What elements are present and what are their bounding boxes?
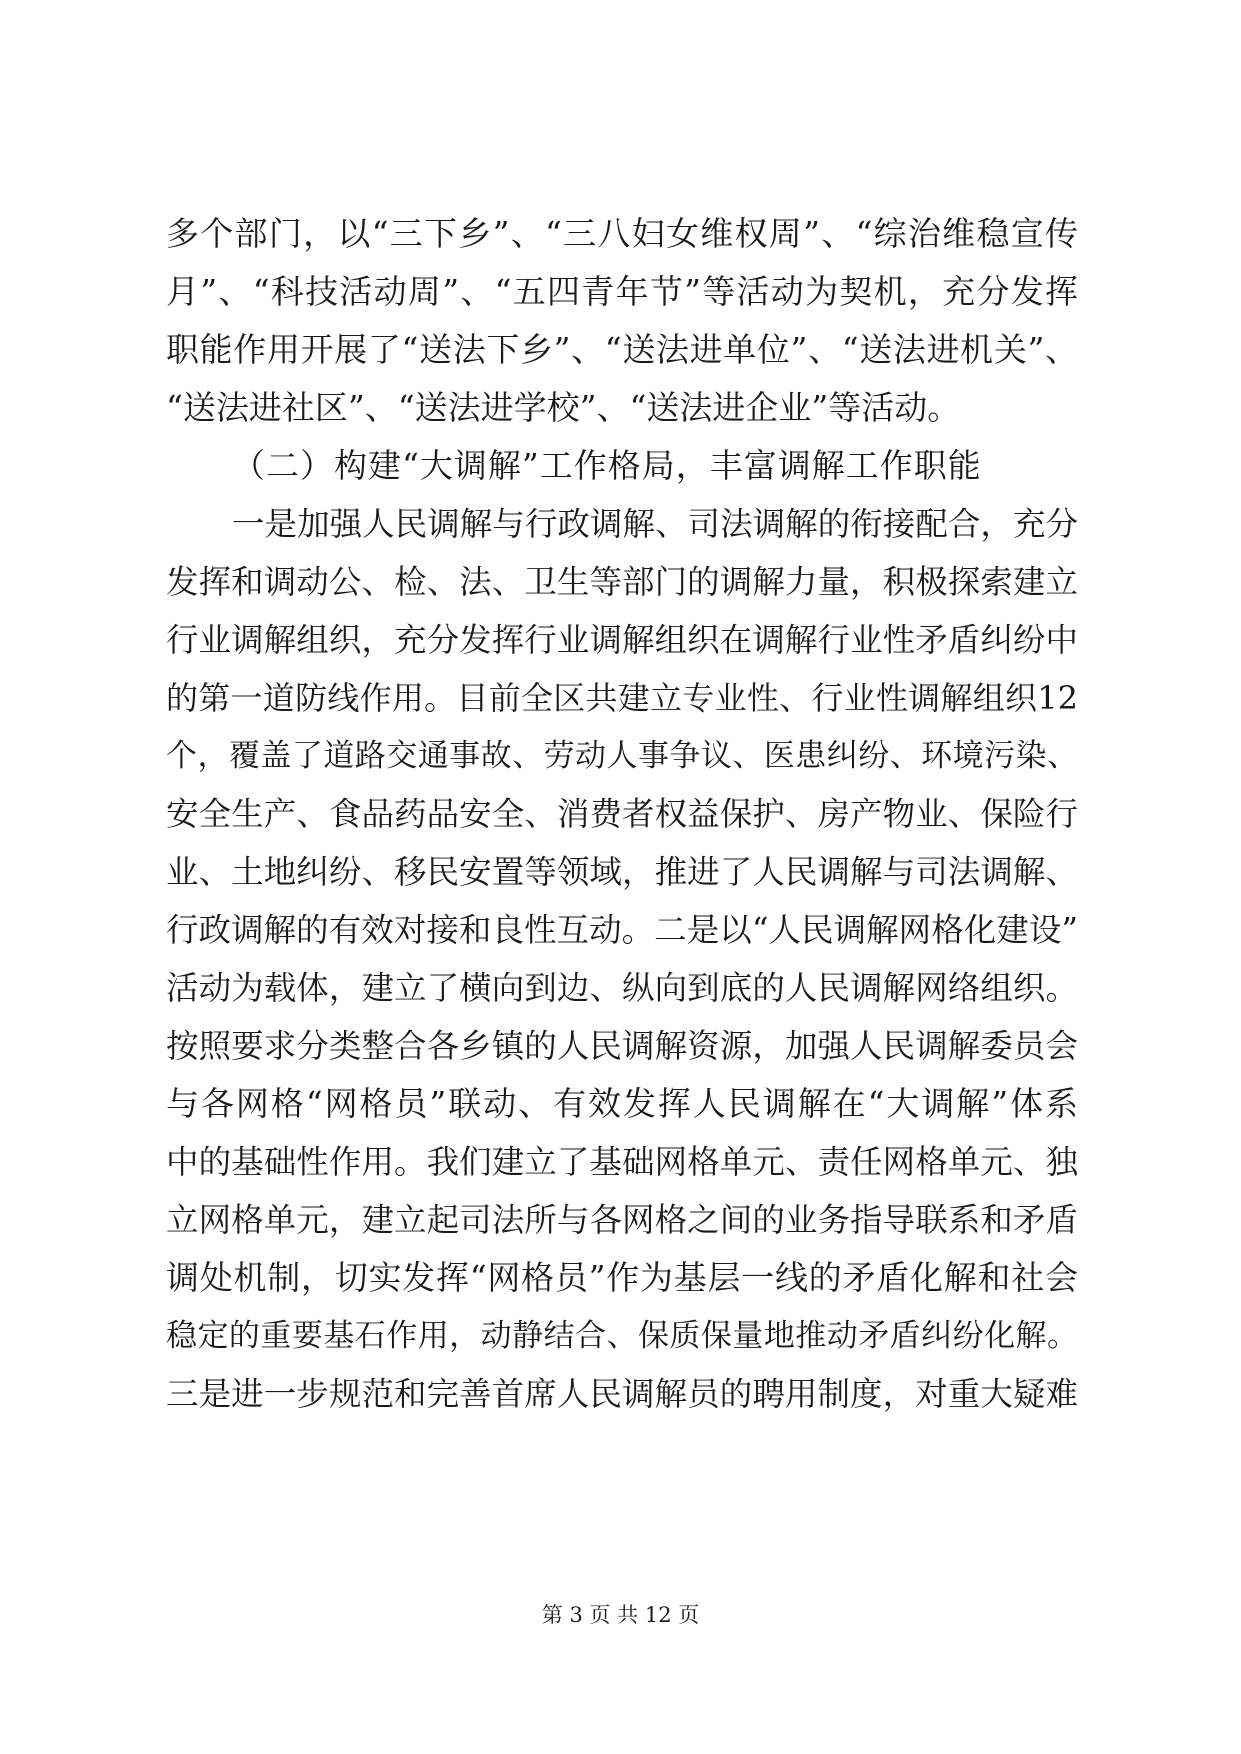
- text-line: 个，覆盖了道路交通事故、劳动人事争议、医患纠纷、环境污染、: [166, 738, 1078, 774]
- text-line: 行业调解组织，充分发挥行业调解组织在调解行业性矛盾纠纷中: [166, 621, 1078, 659]
- text-line: 多个部门，以“三下乡”、“三八妇女维权周”、“综治维稳宣传: [166, 214, 1078, 253]
- section-heading: （二）构建“大调解”工作格局，丰富调解工作职能: [232, 446, 982, 485]
- text-line: 行政调解的有效对接和良性互动。二是以“人民调解网格化建设”: [166, 911, 1078, 949]
- text-line: 按照要求分类整合各乡镇的人民调解资源，加强人民调解委员会: [166, 1027, 1078, 1065]
- text-line: 安全生产、食品药品安全、消费者权益保护、房产物业、保险行: [166, 795, 1078, 833]
- text-line: 调处机制，切实发挥“网格员”作为基层一线的矛盾化解和社会: [166, 1258, 1078, 1297]
- text-line: 三是进一步规范和完善首席人民调解员的聘用制度，对重大疑难: [166, 1375, 1078, 1413]
- text-line: 月”、“科技活动周”、“五四青年节”等活动为契机，充分发挥: [166, 272, 1078, 311]
- page-number-footer: 第 3 页 共 12 页: [541, 1603, 700, 1627]
- text-line: “送法进社区”、“送法进学校”、“送法进企业”等活动。: [166, 388, 961, 427]
- text-line: 一是加强人民调解与行政调解、司法调解的衔接配合，充分: [232, 505, 1078, 543]
- text-line: 稳定的重要基石作用，动静结合、保质保量地推动矛盾纠纷化解。: [166, 1318, 1078, 1354]
- text-line: 发挥和调动公、检、法、卫生等部门的调解力量，积极探索建立: [166, 563, 1078, 601]
- text-line: 的第一道防线作用。目前全区共建立专业性、行业性调解组织12: [166, 679, 1078, 717]
- text-line: 与各网格“网格员”联动、有效发挥人民调解在“大调解”体系: [166, 1084, 1078, 1123]
- text-line: 业、土地纠纷、移民安置等领域，推进了人民调解与司法调解、: [166, 853, 1078, 891]
- text-line: 立网格单元，建立起司法所与各网格之间的业务指导联系和矛盾: [166, 1201, 1078, 1239]
- text-line: 活动为载体，建立了横向到边、纵向到底的人民调解网络组织。: [166, 969, 1078, 1007]
- text-line: 中的基础性作用。我们建立了基础网格单元、责任网格单元、独: [166, 1143, 1078, 1181]
- text-line: 职能作用开展了“送法下乡”、“送法进单位”、“送法进机关”、: [166, 330, 1078, 369]
